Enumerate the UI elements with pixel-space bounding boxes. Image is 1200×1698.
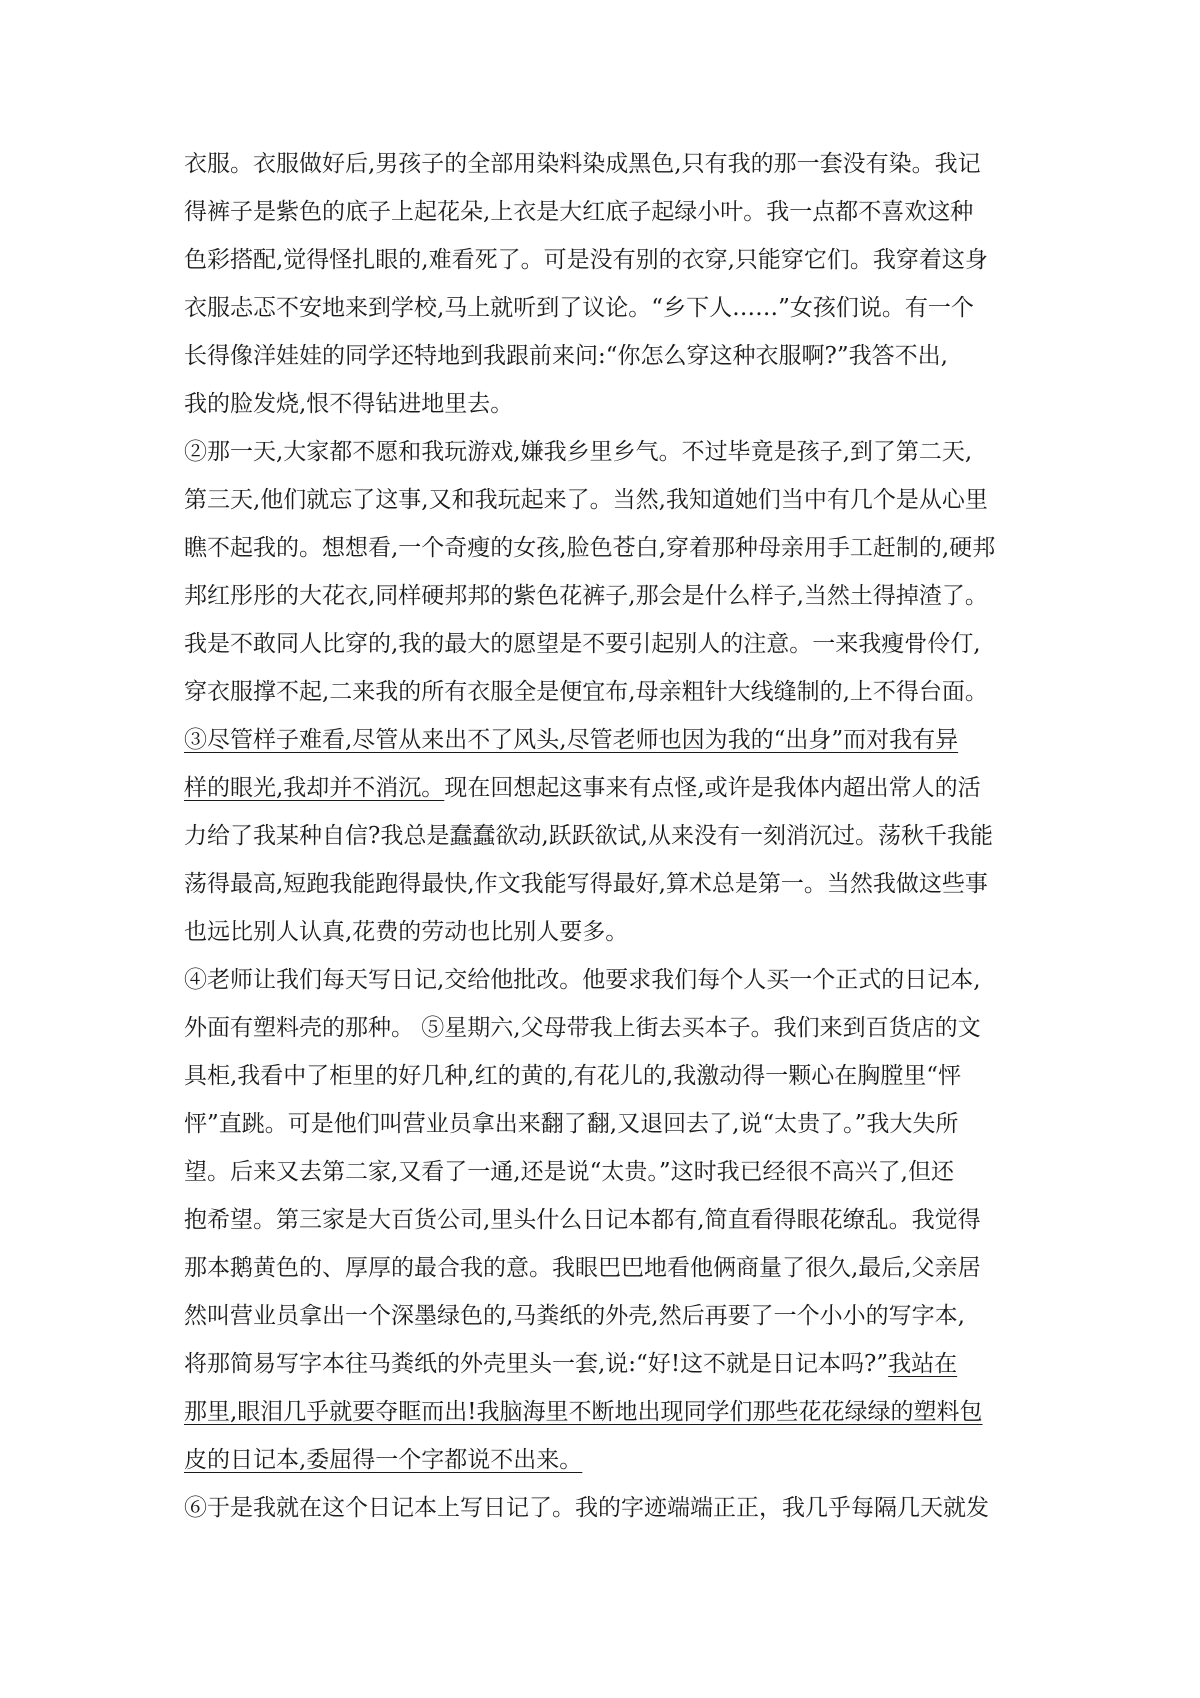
text-segment: 怦”直跳。可是他们叫营业员拿出来翻了翻,又退回去了,说“太贵了。”我大失所 [184, 1111, 959, 1137]
text-segment: 抱希望。第三家是大百货公司,里头什么日记本都有,简直看得眼花缭乱。我觉得 [184, 1207, 981, 1233]
text-line [184, 140, 1034, 188]
text-segment: 具柜,我看中了柜里的好几种,红的黄的,有花儿的,我激动得一颗心在胸膛里“怦 [184, 1063, 962, 1089]
text-line [184, 236, 1034, 284]
text-line [184, 860, 1034, 908]
text-segment: 外面有塑料壳的那种。 ⑤星期六,父母带我上街去买本子。我们来到百货店的文 [184, 1015, 981, 1041]
text-line [184, 476, 1034, 524]
text-line [184, 428, 1034, 476]
text-line [184, 1052, 1034, 1100]
text-segment: 也远比别人认真,花费的劳动也比别人要多。 [184, 919, 629, 945]
text-segment: 色彩搭配,觉得怪扎眼的,难看死了。可是没有别的衣穿,只能穿它们。我穿着这身 [184, 247, 988, 273]
text-line [184, 1388, 1034, 1436]
text-line [184, 1484, 1034, 1532]
text-segment: 第三天,他们就忘了这事,又和我玩起来了。当然,我知道她们当中有几个是从心里 [184, 487, 988, 513]
text-line [184, 1244, 1034, 1292]
underlined-text: 皮的日记本,委屈得一个字都说不出来。 [184, 1447, 583, 1473]
essay-text [184, 140, 1034, 1532]
text-line [184, 812, 1034, 860]
text-line [184, 1196, 1034, 1244]
text-line [184, 956, 1034, 1004]
text-line [184, 1436, 1034, 1484]
text-segment: 那本鹅黄色的、厚厚的最合我的意。我眼巴巴地看他俩商量了很久,最后,父亲居 [184, 1255, 981, 1281]
text-line [184, 572, 1034, 620]
text-segment: 得裤子是紫色的底子上起花朵,上衣是大红底子起绿小叶。我一点都不喜欢这种 [184, 199, 974, 225]
text-segment: 长得像洋娃娃的同学还特地到我跟前来问:“你怎么穿这种衣服啊?”我答不出, [184, 343, 948, 369]
text-line [184, 1100, 1034, 1148]
text-line [184, 284, 1034, 332]
text-line [184, 668, 1034, 716]
text-line [184, 188, 1034, 236]
text-segment: 穿衣服撑不起,二来我的所有衣服全是便宜布,母亲粗针大线缝制的,上不得台面。 [184, 679, 988, 705]
underlined-text: 样的眼光,我却并不消沉。 [184, 775, 445, 801]
text-segment: ②那一天,大家都不愿和我玩游戏,嫌我乡里乡气。不过毕竟是孩子,到了第二天, [184, 439, 973, 465]
text-line [184, 1340, 1034, 1388]
text-line [184, 620, 1034, 668]
text-segment: ⑥于是我就在这个日记本上写日记了。我的字迹端端正正，我几乎每隔几天就发 [184, 1495, 989, 1521]
text-segment: 现在回想起这事来有点怪,或许是我体内超出常人的活 [444, 775, 981, 801]
text-line [184, 764, 1034, 812]
text-segment: 将那简易写字本往马粪纸的外壳里头一套,说:“好!这不就是日记本吗?” [184, 1351, 889, 1377]
text-segment: 衣服忐忑不安地来到学校,马上就听到了议论。“乡下人……”女孩们说。有一个 [184, 295, 974, 321]
text-segment: 然叫营业员拿出一个深墨绿色的,马粪纸的外壳,然后再要了一个小小的写字本, [184, 1303, 965, 1329]
text-segment: 荡得最高,短跑我能跑得最快,作文我能写得最好,算术总是第一。当然我做这些事 [184, 871, 988, 897]
text-segment: 瞧不起我的。想想看,一个奇瘦的女孩,脸色苍白,穿着那种母亲用手工赶制的,硬邦 [184, 535, 996, 561]
text-segment: 我是不敢同人比穿的,我的最大的愿望是不要引起别人的注意。一来我瘦骨伶仃, [184, 631, 981, 657]
text-segment: ④老师让我们每天写日记,交给他批改。他要求我们每个人买一个正式的日记本, [184, 967, 981, 993]
text-line [184, 380, 1034, 428]
text-segment: 衣服。衣服做好后,男孩子的全部用染料染成黑色,只有我的那一套没有染。我记 [184, 151, 981, 177]
text-line [184, 1004, 1034, 1052]
text-segment: 我的脸发烧,恨不得钻进地里去。 [184, 391, 514, 417]
text-line [184, 1148, 1034, 1196]
text-line [184, 716, 1034, 764]
underlined-text: 那里,眼泪几乎就要夺眶而出!我脑海里不断地出现同学们那些花花绿绿的塑料包 [184, 1399, 983, 1425]
text-segment: 力给了我某种自信?我总是蠢蠢欲动,跃跃欲试,从来没有一刻消沉过。荡秋千我能 [184, 823, 993, 849]
underlined-text: ③尽管样子难看,尽管从来出不了风头,尽管老师也因为我的“出身”而对我有异 [184, 727, 959, 753]
text-line [184, 332, 1034, 380]
underlined-text: 我站在 [888, 1351, 958, 1377]
text-line [184, 908, 1034, 956]
text-line [184, 1292, 1034, 1340]
text-segment: 望。后来又去第二家,又看了一通,还是说“太贵。”这时我已经很不高兴了,但还 [184, 1159, 954, 1185]
text-line [184, 524, 1034, 572]
text-segment: 邦红彤彤的大花衣,同样硬邦邦的紫色花裤子,那会是什么样子,当然土得掉渣了。 [184, 583, 988, 609]
